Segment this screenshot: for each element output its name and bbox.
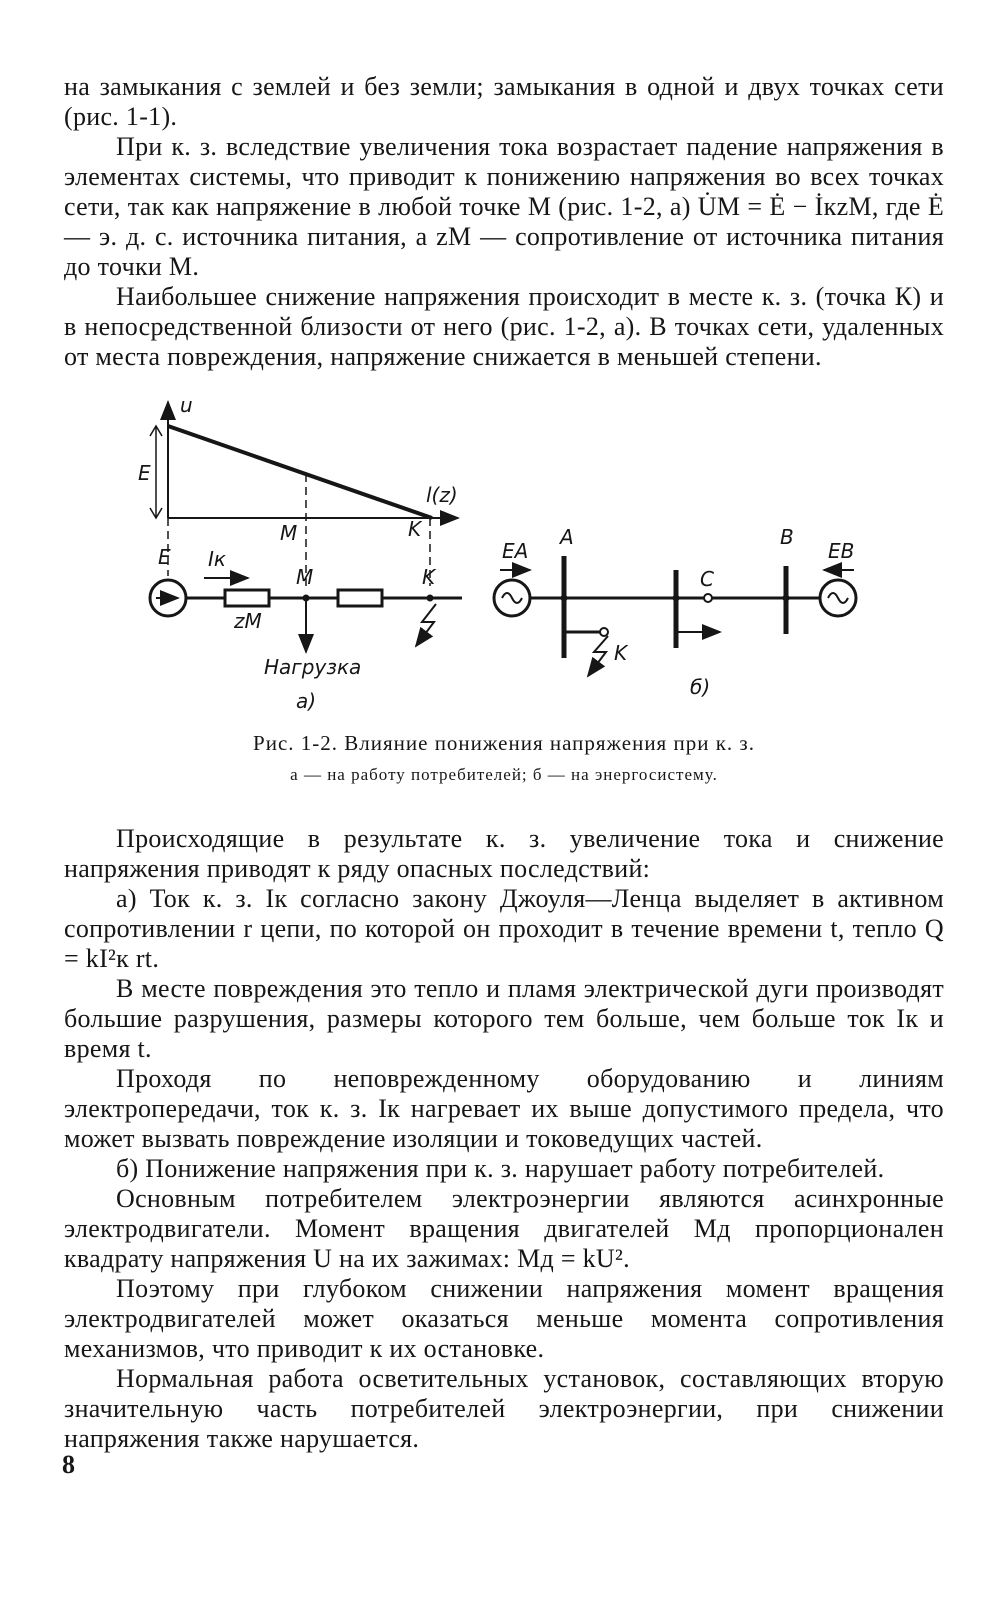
caption-legend: а — на работу потребителей; б — на энергосистему. <box>290 765 718 784</box>
paragraph: Проходя по неповрежденному оборудованию и линиям электропередачи, ток к. з. Iк нагревает их выше допустимого предела, что может вызвать повреждение изоляции и токоведущих частей. <box>64 1064 944 1153</box>
bus-a-label: A <box>560 525 574 549</box>
fault-k-lightning-icon <box>588 636 608 676</box>
top-text-block <box>64 72 944 372</box>
bus-b-label: B <box>780 525 794 549</box>
node-m-label: M <box>296 565 314 589</box>
subfigure-a-label: а) <box>296 689 317 713</box>
paragraph: В месте повреждения это тепло и пламя электрической дуги производят большие разрушения, размеры которого тем больше, чем больше ток Iк и время t. <box>64 974 944 1063</box>
paragraph: Наибольшее снижение напряжения происходит в месте к. з. (точка К) и в непосредственной близости от него (рис. 1-2, а). В точках сети, удаленных от места повреждения, напряжение снижается в меньшей степени. <box>64 282 944 371</box>
load-label: Нагрузка <box>264 655 362 679</box>
paragraph: а) Ток к. з. Iк согласно закону Джоуля—Ленца выделяет в активном сопротивлении r цепи, по которой он проходит в течение времени t, тепло Q = kI²к rt. <box>64 884 944 973</box>
l-axis-label: l(z) <box>426 483 458 507</box>
paragraph: Происходящие в результате к. з. увеличение тока и снижение напряжения приводят к ряду опасных последствий: <box>64 824 944 883</box>
circuit-b <box>494 556 856 676</box>
figure-1-2 <box>120 396 900 726</box>
u-axis-label: u <box>180 396 193 417</box>
fault-current-label: Iк <box>208 547 226 571</box>
emf-a-label: EA <box>502 539 529 563</box>
figure-caption <box>64 730 944 786</box>
page-number: 8 <box>62 1450 75 1479</box>
paragraph: Основным потребителем электроэнергии являются асинхронные электродвигатели. Момент вращения двигателей Mд пропорционален квадрату напряжения U на их зажимах: Mд = kU². <box>64 1184 944 1273</box>
paragraph: Нормальная работа осветительных установок, составляющих вторую значительную часть потребителей электроэнергии, при снижении напряжения также нарушается. <box>64 1364 944 1453</box>
point-c-label: C <box>700 567 714 591</box>
bottom-text-block <box>64 824 944 1454</box>
paragraph: б) Понижение напряжения при к. з. нарушает работу потребителей. <box>116 1154 885 1183</box>
resistor-zm-icon <box>225 590 269 606</box>
fault-lightning-icon <box>416 604 436 646</box>
resistor-icon <box>338 590 382 606</box>
paragraph: Поэтому при глубоком снижении напряжения момент вращения электродвигателей может оказаться меньше момента сопротивления механизмов, что приводит к их остановке. <box>64 1274 944 1363</box>
fault-k-label: K <box>614 641 628 665</box>
emf-b-label: EB <box>828 539 855 563</box>
graph-point-m-label: M <box>280 521 298 545</box>
emf-dimension-label: E <box>138 461 151 485</box>
node-k-label: K <box>422 565 436 589</box>
impedance-zm-label: zM <box>234 609 262 633</box>
paragraph: При к. з. вследствие увеличения тока возрастает падение напряжения в элементах системы, что приводит к понижению напряжения во всех точках сети, так как напряжение в любой точке M (рис. 1-2, а) U̇M = Ė − İкzM, где Ė — э. д. с. источника питания, а zM — сопротивление от источника питания до точки M. <box>64 132 944 281</box>
source-e-label: E <box>158 545 171 569</box>
circuit-diagram <box>120 396 900 726</box>
graph-point-k-label: K <box>408 517 422 541</box>
caption-title: Рис. 1-2. Влияние понижения напряжения при к. з. <box>253 731 755 755</box>
voltage-profile-graph <box>150 402 458 586</box>
subfigure-b-label: б) <box>690 675 711 699</box>
paragraph: на замыкания с землей и без земли; замыкания в одной и двух точках сети (рис. 1-1). <box>64 72 944 131</box>
circuit-a <box>150 578 462 652</box>
